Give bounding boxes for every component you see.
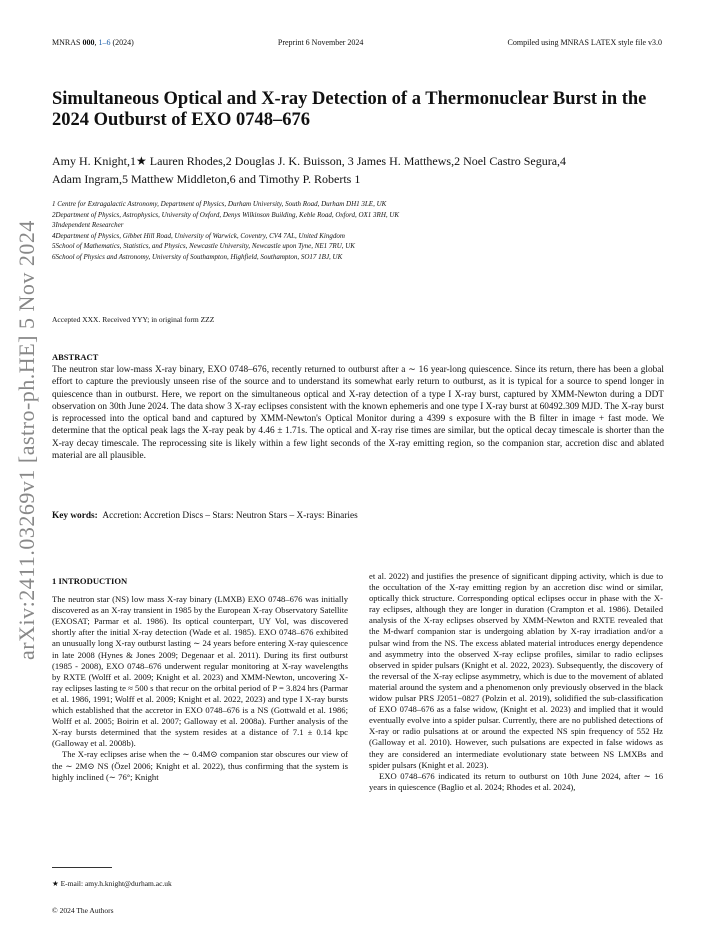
abstract-heading: ABSTRACT (52, 352, 99, 362)
footnote-rule (52, 867, 112, 868)
column-left (52, 576, 348, 783)
paragraph: et al. 2022) and justifies the presence of significant dipping activity, which is due to the occultation of the X-ray emitting region by an accretion disc wind or similar, optically thick structure. Corresponding optical eclipses occur in phase with the X-ray eclipses, although they are longer in duration (Crampton et al. 1986). Detailed analysis of the X-ray eclipses observed by XMM-Newton and RXTE revealed that the M-dwarf companion star is undergoing ablation by X-ray irradiation and/or a pulsar wind from the NS. The excess ablated material introduces energy dependence and asymmetry into the observed X-ray eclipse profiles, similar to radio eclipses observed in spider pulsars (Knight et al. 2022, 2023). Subsequently, the discovery of the reversal of the X-ray eclipse asymmetry, which is due to the movement of ablated material around the system and a phenomenon only previously observed in the black widow pulsar PRS J2051−0827 (Polzin et al. 2019), solidified the sub-classification of EXO 0748–676 as a false widow, (Knight et al. 2023) and implied that it would eventually evolve into a spider pulsar. Currently, there are no published detections of X-ray or radio pulsations at or around the expected NS spin frequency of 552 Hz (Galloway et al. 2010). However, such pulsations are expected in false widows as they are considered an intermediate evolutionary state between NS LMXBs and spider pulsars (Knight et al. 2023). (369, 571, 663, 770)
arxiv-stamp: arXiv:2411.03269v1 [astro-ph.HE] 5 Nov 2024 (14, 220, 39, 660)
keywords-label: Key words: (52, 511, 98, 521)
journal-ref: MNRAS 000, 1–6 (2024) (52, 38, 134, 47)
compiled-note: Compiled using MNRAS LATEX style file v3.0 (507, 38, 662, 47)
paragraph: EXO 0748–676 indicated its return to outburst on 10th June 2024, after ∼ 16 years in quiescence (Baglio et al. 2024; Rhodes et al. 2024), (369, 770, 663, 792)
affiliation: 4Department of Physics, Gibbet Hill Road, University of Warwick, Coventry, CV4 7AL, United Kingdom (52, 231, 345, 240)
paper-title: Simultaneous Optical and X-ray Detection of a Thermonuclear Burst in the 2024 Outburst of EXO 0748–676 (52, 89, 647, 130)
affiliation: 1 Centre for Extragalactic Astronomy, Department of Physics, Durham University, South Road, Durham DH1 3LE, UK (52, 200, 387, 208)
footnote-email: ★ E-mail: amy.h.knight@durham.ac.uk (52, 879, 172, 888)
copyright: © 2024 The Authors (52, 906, 114, 915)
affiliation: 3Independent Researcher (52, 221, 124, 229)
keywords (52, 511, 664, 521)
affiliation: 2Department of Physics, Astrophysics, University of Oxford, Denys Wilkinson Building, Keble Road, Oxford, OX1 3RH, UK (52, 210, 400, 219)
section-heading: 1 INTRODUCTION (52, 576, 128, 586)
authors-line-2: Adam Ingram,5 Matthew Middleton,6 and Timothy P. Roberts 1 (52, 172, 361, 186)
column-right (369, 571, 663, 793)
paragraph: The X-ray eclipses arise when the ∼ 0.4M⊙ companion star obscures our view of the ∼ 2M⊙ NS (Özel 2006; Knight et al. 2022), thus confirming that the system is highly inclined (∼ 76°; Knight (52, 749, 348, 782)
affiliations (52, 199, 672, 262)
affiliation: 6School of Physics and Astronomy, University of Southampton, Highfield, Southampton, SO17 1BJ, UK (52, 252, 343, 261)
author-list (52, 152, 672, 188)
pages-link[interactable]: 1–6 (98, 38, 111, 47)
paragraph: The neutron star (NS) low mass X-ray binary (LMXB) EXO 0748–676 was initially discovered as an X-ray transient in 1985 by the European X-ray Observatory Satellite (EXOSAT; Parmar et al. 1986). Its optical counterpart, UY Vol, was discovered shortly after the initial X-ray detection (Wade et al. 1985). EXO 0748–676 exhibited an unusually long X-ray outburst lasting ∼ 24 years before entering X-ray quiescence in late 2008 (Hynes & Jones 2009; Degenaar et al. 2011). During its first outburst (1985 - 2008), EXO 0748–676 underwent regular monitoring at X-ray wavelengths by RXTE (Wolff et al. 2009; Knight et al. 2023) and XMM-Newton, uncovering X-ray eclipses lasting te ≈ 500 s that recur on the orbital period of P = 3.824 hrs (Parmar et al. 1986, 1991; Wolff et al. 2009; Knight et al. 2022, 2023) and type I X-ray bursts which established that the accretor in EXO 0748–676 is a NS (Gottwald et al. 1986; Wolff et al. 2005; Boirin et al. 2007; Galloway et al. 2008a). Further analysis of the X-ray bursts determined that the system resides at a distance of 7.1 ± 0.14 kpc (Galloway et al. 2008b). (52, 594, 348, 749)
authors-line-1: Amy H. Knight,1★ Lauren Rhodes,2 Douglas J. K. Buisson, 3 James H. Matthews,2 Noel Castro Segura,4 (52, 154, 567, 168)
preprint-date: Preprint 6 November 2024 (277, 38, 364, 47)
running-header (52, 38, 662, 47)
affiliation: 5School of Mathematics, Statistics, and Physics, Newcastle University, Newcastle upon Tyne, NE1 7RU, UK (52, 242, 355, 250)
keywords-list: Accretion: Accretion Discs – Stars: Neutron Stars – X-rays: Binaries (102, 511, 358, 521)
abstract-text: The neutron star low-mass X-ray binary, EXO 0748–676, recently returned to outburst after a ∼ 16 year-long quiescence. Since its return, there has been a global effort to capture the previously unseen rise of the source and to understand its somewhat early return to outburst, as it is typical for a source to spend longer in quiescence than in outburst. Here, we report on the simultaneous optical and X-ray detection of a type I X-ray burst, captured by XMM-Newton during a DDT observation on 30th June 2024. The data show 3 X-ray eclipses consistent with the known ephemeris and one type I X-ray burst at 60492.309 MJD. The X-ray burst is reprocessed into the optical band and captured by XMM-Newton's Optical Monitor during a 4399 s exposure with the B filter in image + fast mode. We determine that the optical peak lags the X-ray peak by 4.46 ± 1.71s. The optical and X-ray rise times are similar, but the optical decay timescale is shorter than the X-ray decay timescale. The reprocessing site is likely within a few light seconds of the X-ray emitting region, so the companion star, accretion disc and ablated material are all plausible. (52, 365, 664, 462)
accepted-note: Accepted XXX. Received YYY; in original form ZZZ (52, 315, 215, 324)
